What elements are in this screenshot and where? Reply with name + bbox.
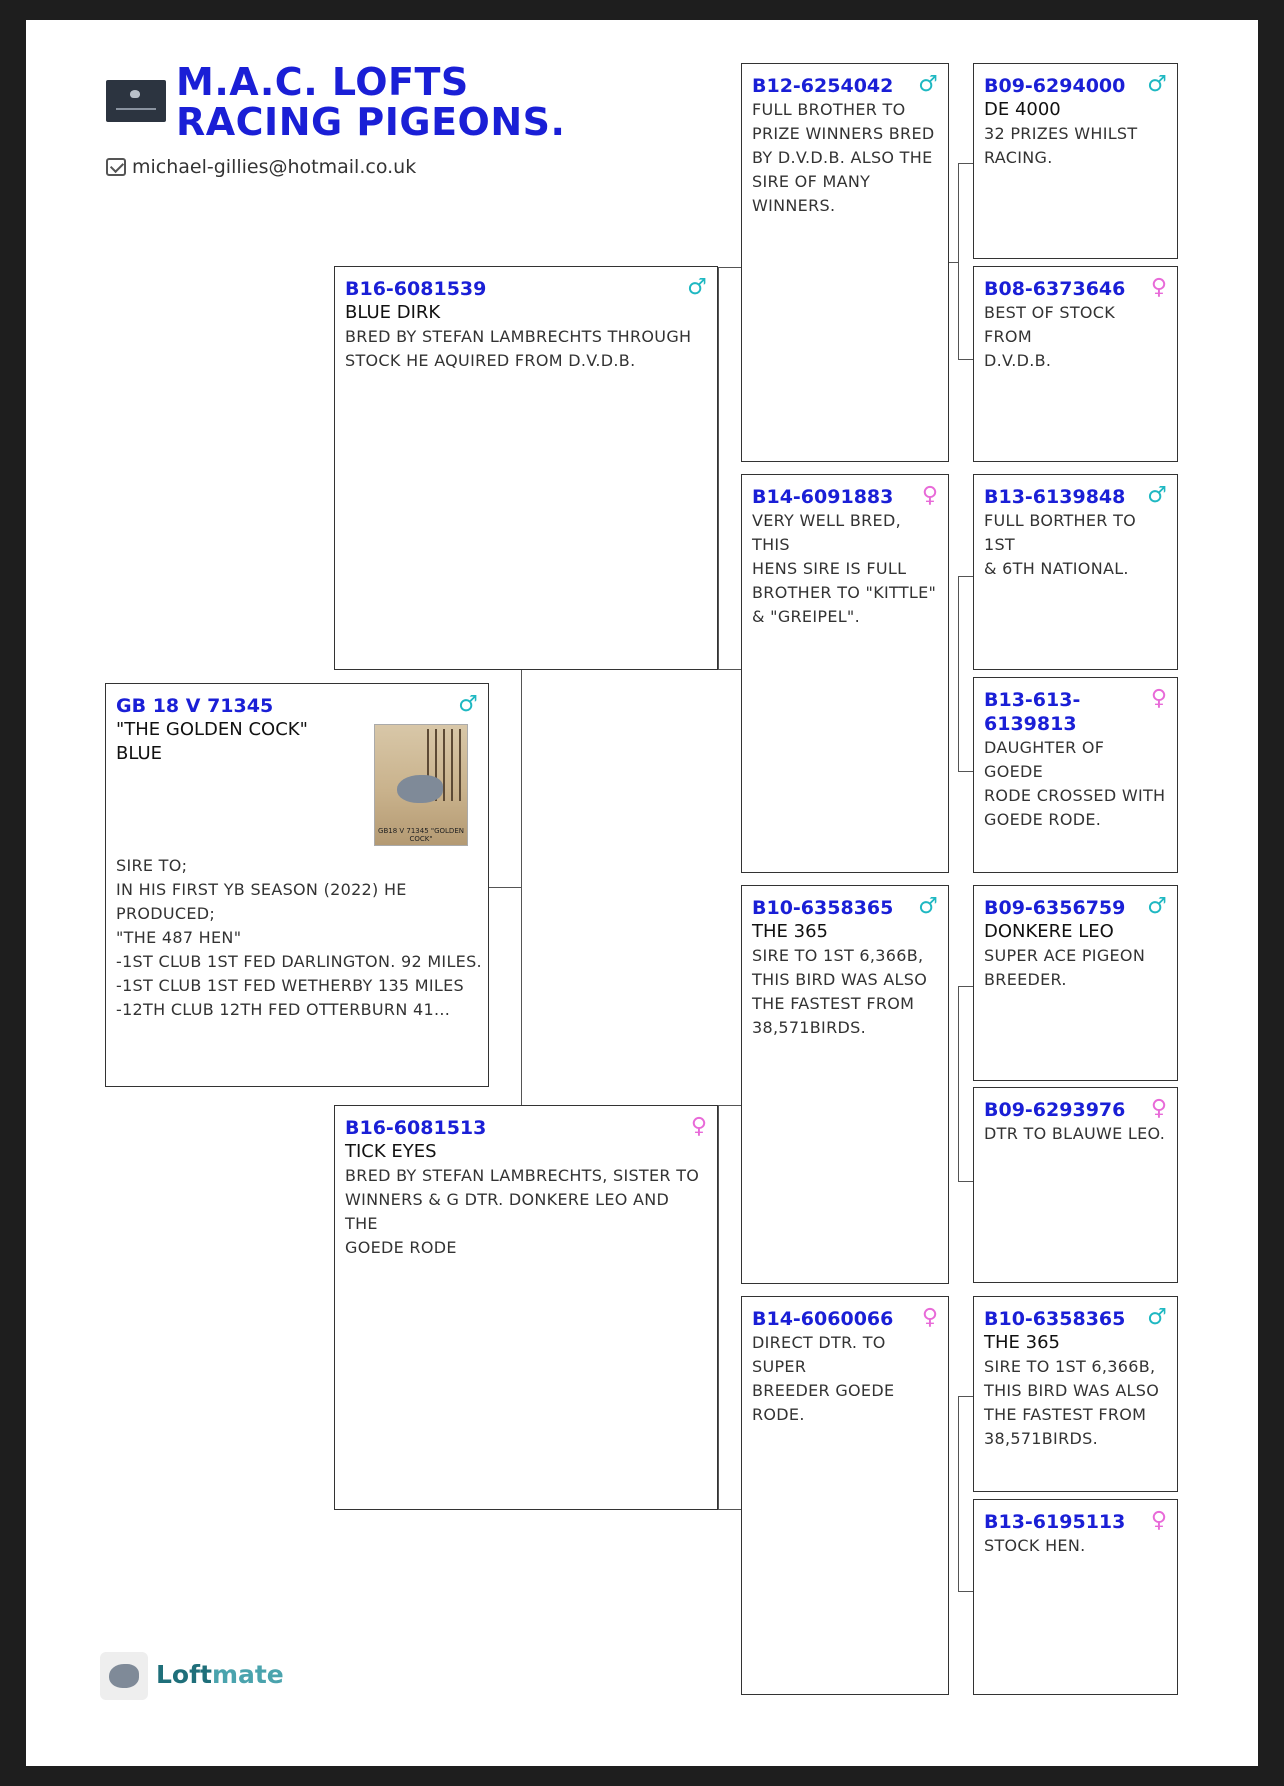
female-icon: ♀ — [921, 483, 938, 508]
connector — [958, 986, 973, 987]
description-line: THIS BIRD WAS ALSO — [984, 1381, 1160, 1400]
brand-name — [156, 1660, 284, 1689]
connector — [958, 1181, 973, 1182]
subject-notes — [116, 854, 482, 1022]
note-line: -1ST CLUB 1ST FED WETHERBY 135 MILES — [116, 976, 464, 995]
pigeon-icon — [100, 1652, 148, 1700]
brand-part: Loft — [156, 1660, 212, 1689]
brand-part: mate — [211, 1660, 284, 1689]
female-icon: ♀ — [1150, 1096, 1167, 1121]
pigeon-name: THE 365 — [984, 1332, 1060, 1353]
male-icon: ♂ — [687, 275, 707, 300]
description-line: HENS SIRE IS FULL — [752, 559, 907, 578]
description-line: BY D.V.D.B. ALSO THE — [752, 148, 933, 167]
description-line: THE FASTEST FROM — [752, 994, 915, 1013]
note-line: IN HIS FIRST YB SEASON (2022) HE — [116, 880, 407, 899]
description-line: BREEDER GOEDE — [752, 1381, 895, 1400]
male-icon: ♂ — [1147, 483, 1167, 508]
note-line: -12TH CLUB 12TH FED OTTERBURN 41... — [116, 1000, 451, 1019]
pigeon-name: THE 365 — [752, 921, 828, 942]
description-line: BREEDER. — [984, 970, 1067, 989]
description-line: & "GREIPEL". — [752, 607, 860, 626]
pigeon-name: "THE GOLDEN COCK" — [116, 719, 308, 740]
connector — [718, 1105, 742, 1106]
connector — [718, 1509, 742, 1510]
ring-number: B16-6081539 — [345, 278, 487, 300]
description-line: 38,571BIRDS. — [752, 1018, 866, 1037]
male-icon: ♂ — [918, 894, 938, 919]
note-line: -1ST CLUB 1ST FED DARLINGTON. 92 MILES. — [116, 952, 482, 971]
ring-number: B10-6358365 — [752, 897, 894, 919]
description-line: PRIZE WINNERS BRED — [752, 124, 935, 143]
description-line: WINNERS & G DTR. DONKERE LEO AND THE — [345, 1190, 670, 1233]
connector — [958, 1591, 973, 1592]
ancestor-card-1[interactable] — [973, 63, 1178, 259]
female-icon: ♀ — [1150, 686, 1167, 711]
ring-number: B09-6356759 — [984, 897, 1126, 919]
ring-number: B12-6254042 — [752, 75, 894, 97]
ancestor-card-8[interactable] — [973, 1499, 1178, 1695]
note-line: PRODUCED; — [116, 904, 216, 923]
description-line: SIRE OF MANY — [752, 172, 871, 191]
sire-sire-card[interactable] — [741, 63, 949, 462]
description-line: RODE. — [752, 1405, 805, 1424]
sire-card[interactable] — [334, 266, 718, 670]
ancestor-card-6[interactable] — [973, 1087, 1178, 1283]
loft-logo — [106, 80, 166, 122]
connector — [488, 887, 522, 888]
male-icon: ♂ — [1147, 72, 1167, 97]
description-line: 32 PRIZES WHILST — [984, 124, 1138, 143]
ancestor-card-3[interactable] — [973, 474, 1178, 670]
ring-number: B09-6294000 — [984, 75, 1126, 97]
note-line: SIRE TO; — [116, 856, 188, 875]
subject-card[interactable] — [105, 683, 489, 1087]
description-line: GOEDE RODE. — [984, 810, 1102, 829]
pigeon-name: BLUE DIRK — [345, 302, 441, 323]
pigeon-photo[interactable] — [374, 724, 468, 846]
female-icon: ♀ — [1150, 1508, 1167, 1533]
ancestor-card-2[interactable] — [973, 266, 1178, 462]
description-line: FULL BORTHER TO 1ST — [984, 511, 1137, 554]
description-line: DAUGHTER OF GOEDE — [984, 738, 1105, 781]
note-line: "THE 487 HEN" — [116, 928, 242, 947]
connector — [718, 669, 742, 670]
male-icon: ♂ — [1147, 1305, 1167, 1330]
ancestor-card-4[interactable] — [973, 677, 1178, 873]
description-line: SIRE TO 1ST 6,366B, — [984, 1357, 1156, 1376]
connector — [948, 262, 959, 263]
connector — [718, 267, 719, 670]
ring-number: B09-6293976 — [984, 1099, 1126, 1121]
description-line: GOEDE RODE — [345, 1238, 457, 1257]
photo-caption: GB18 V 71345 "GOLDEN COCK" — [378, 827, 464, 843]
ring-number: B13-6139848 — [984, 486, 1126, 508]
ring-number: B14-6060066 — [752, 1308, 894, 1330]
ring-number: B10-6358365 — [984, 1308, 1126, 1330]
description-line: SUPER ACE PIGEON — [984, 946, 1146, 965]
ring-number: B13-613-6139813 — [984, 689, 1081, 735]
description-line: FULL BROTHER TO — [752, 100, 906, 119]
connector — [958, 1396, 973, 1397]
male-icon: ♂ — [1147, 894, 1167, 919]
connector — [958, 359, 973, 360]
connector — [521, 670, 522, 1106]
connector — [958, 163, 973, 164]
description-line: RACING. — [984, 148, 1053, 167]
dam-dam-card[interactable] — [741, 1296, 949, 1695]
pigeon-name: TICK EYES — [345, 1141, 437, 1162]
pigeon-name: DONKERE LEO — [984, 921, 1114, 942]
description-line: SIRE TO 1ST 6,366B, — [752, 946, 924, 965]
connector — [958, 1396, 959, 1592]
description-line: BRED BY STEFAN LAMBRECHTS THROUGH — [345, 327, 692, 346]
ring-number: B14-6091883 — [752, 486, 894, 508]
ring-number: GB 18 V 71345 — [116, 695, 274, 717]
pigeon-name: DE 4000 — [984, 99, 1061, 120]
connector — [718, 1105, 719, 1510]
female-icon: ♀ — [690, 1114, 707, 1139]
page-title: M.A.C. LOFTS RACING PIGEONS. — [176, 60, 566, 144]
description-line: D.V.D.B. — [984, 351, 1052, 370]
ancestor-card-5[interactable] — [973, 885, 1178, 1081]
description-line: THIS BIRD WAS ALSO — [752, 970, 928, 989]
female-icon: ♀ — [921, 1305, 938, 1330]
male-icon: ♂ — [458, 692, 478, 717]
sire-dam-card[interactable] — [741, 474, 949, 873]
ring-number: B16-6081513 — [345, 1117, 487, 1139]
ring-number: B08-6373646 — [984, 278, 1126, 300]
envelope-icon — [106, 158, 126, 176]
description-line: RODE CROSSED WITH — [984, 786, 1166, 805]
connector — [958, 771, 973, 772]
description-line: BRED BY STEFAN LAMBRECHTS, SISTER TO — [345, 1166, 700, 1185]
description-line: DIRECT DTR. TO SUPER — [752, 1333, 886, 1376]
description-line: STOCK HEN. — [984, 1536, 1086, 1555]
connector — [718, 267, 742, 268]
description-line: BROTHER TO "KITTLE" — [752, 583, 937, 602]
connector — [958, 576, 973, 577]
ancestor-card-7[interactable] — [973, 1296, 1178, 1492]
email-row[interactable] — [106, 156, 416, 178]
description-line: DTR TO BLAUWE LEO. — [984, 1124, 1166, 1143]
dam-card[interactable] — [334, 1105, 718, 1510]
description-line: THE FASTEST FROM — [984, 1405, 1147, 1424]
male-icon: ♂ — [918, 72, 938, 97]
email-link[interactable]: michael-gillies@hotmail.co.uk — [132, 156, 417, 178]
description-line: & 6TH NATIONAL. — [984, 559, 1129, 578]
pigeon-color: BLUE — [116, 743, 163, 764]
dam-sire-card[interactable] — [741, 885, 949, 1284]
description-line: STOCK HE AQUIRED FROM D.V.D.B. — [345, 351, 636, 370]
description-line: BEST OF STOCK FROM — [984, 303, 1116, 346]
description-line: 38,571BIRDS. — [984, 1429, 1098, 1448]
description-line: WINNERS. — [752, 196, 836, 215]
connector — [958, 986, 959, 1182]
female-icon: ♀ — [1150, 275, 1167, 300]
description-line: VERY WELL BRED, THIS — [752, 511, 901, 554]
connector — [958, 576, 959, 772]
ring-number: B13-6195113 — [984, 1511, 1126, 1533]
